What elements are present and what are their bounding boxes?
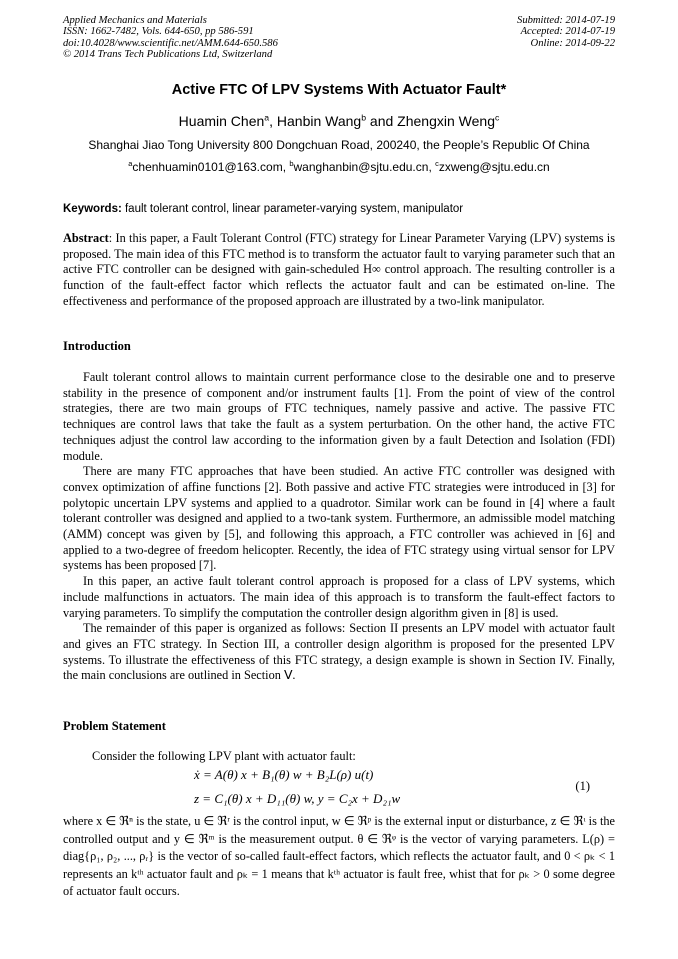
journal-issn: ISSN: 1662-7482, Vols. 644-650, pp 586-591 bbox=[63, 26, 254, 38]
paragraph: The remainder of this paper is organized as follows: Section II presents an LPV model with actuator fault and gives an FTC strategy. In Section III, a controller design algorithm is proposed for the presented LPV systems. To illustrate the effectiveness of this FTC strategy, a design example is shown in Section IV. Finally, the main conclusions are outlined in Section Ⅴ. bbox=[63, 621, 615, 683]
author-separator: and bbox=[366, 113, 398, 129]
journal-copyright: © 2014 Trans Tech Publications Ltd, Switzerland bbox=[63, 49, 273, 61]
author-mark: b bbox=[361, 112, 367, 123]
paragraph: In this paper, an active fault tolerant control approach is proposed for a class of LPV systems, which include malfunctions in actuators. The main idea of this approach is to transform the fault-effect factors to varying parameters. To simplify the computation the controller design algorithm given in [8] is used. bbox=[63, 574, 615, 620]
author-email: zxweng@sjtu.edu.cn bbox=[438, 160, 550, 174]
submitted-date: Submitted: 2014-07-19 bbox=[517, 15, 615, 26]
email-mark: c bbox=[435, 159, 439, 168]
author-name: Hanbin Wang bbox=[276, 113, 362, 129]
author-email: chenhuamin0101@163.com, bbox=[132, 160, 290, 174]
author-emails bbox=[0, 160, 678, 174]
section-heading-introduction: Introduction bbox=[63, 339, 131, 353]
author-list bbox=[0, 113, 678, 129]
author-name: Zhengxin Weng bbox=[397, 113, 495, 129]
keywords bbox=[63, 203, 615, 215]
author-mark: a bbox=[264, 112, 270, 123]
author-separator: , bbox=[269, 113, 277, 129]
paragraph: Fault tolerant control allows to maintain current performance close to the desirable one and to preserve stability in the presence of component and/or instrument faults [1]. From the point of view of the control strategies, there are two main groups of FTC techniques, namely passive and active. The passive FTC techniques are control laws that take the fault as a system perturbation. On the other hand, the active FTC techniques adjust the control law according to the information given by a fault Detection and Isolation (FDI) module. bbox=[63, 370, 615, 463]
introduction-body bbox=[63, 370, 615, 684]
abstract-label: Abstract bbox=[63, 231, 109, 245]
author-name: Huamin Chen bbox=[178, 113, 265, 129]
equation-number: (1) bbox=[575, 779, 590, 793]
equation-line: z = C₁(θ) x + D₁₁(θ) w, y = C₂x + D₂₁w bbox=[194, 791, 401, 806]
author-email: wanghanbin@sjtu.edu.cn, bbox=[293, 160, 436, 174]
section-heading-problem-statement: Problem Statement bbox=[63, 719, 166, 733]
paragraph: There are many FTC approaches that have been studied. An active FTC controller was designed with convex optimization of affine functions [2]. Both passive and active FTC strategies were introduced in [3] for polytopic uncertain LPV systems and applied to a quadrotor. Similar work can be found in [4] where a fault tolerant controller was designed and applied to a two-tank system. Furthermore, an admissible model matching (AMM) concept was given by [5], and following this approach, a FTC controller was achieved in [6] and applied to a two-degree of freedom helicopter. Recently, the idea of FTC strategy using virtual sensor for LPV systems has been proposed [7]. bbox=[63, 464, 615, 573]
keywords-text: fault tolerant control, linear parameter-varying system, manipulator bbox=[121, 203, 464, 215]
online-date: Online: 2014-09-22 bbox=[530, 37, 615, 49]
problem-lead: Consider the following LPV plant with actuator fault: bbox=[92, 749, 356, 763]
keywords-label: Keywords: bbox=[63, 203, 122, 215]
abstract bbox=[63, 231, 615, 310]
affiliation: Shanghai Jiao Tong University 800 Dongchuan Road, 200240, the People’s Republic Of China bbox=[88, 138, 590, 152]
email-mark: a bbox=[128, 159, 133, 168]
problem-body: where x ∈ ℜⁿ is the state, u ∈ ℜʳ is the control input, w ∈ ℜᵖ is the external input or disturbance, z ∈ ℜᶥ is the controlled output and y ∈ ℜᵐ is the measurement output. θ ∈ ℜᵠ is the vector of varying parameters. L(ρ) = diag{ρ₁, ρ₂, ..., ρᵣ} is the vector of so-called fault-effect factors, which reflects the actuator fault, and 0 < ρₖ < 1 represents an kᵗʰ actuator fault and ρₖ = 1 means that kᵗʰ actuator is fault free, whist that for ρₖ > 0 some degree of actuator fault occurs. bbox=[63, 814, 615, 898]
email-mark: b bbox=[289, 159, 294, 168]
author-mark: c bbox=[494, 112, 500, 123]
accepted-date: Accepted: 2014-07-19 bbox=[520, 26, 615, 38]
paper-title: Active FTC Of LPV Systems With Actuator Fault* bbox=[171, 82, 507, 98]
journal-doi: doi:10.4028/www.scientific.net/AMM.644-650.586 bbox=[63, 37, 278, 49]
journal-name: Applied Mechanics and Materials bbox=[63, 15, 207, 26]
journal-header bbox=[63, 15, 278, 61]
dates-header bbox=[517, 15, 615, 49]
equation-line: ẋ = A(θ) x + B₁(θ) w + B₂L(ρ) u(t) bbox=[194, 767, 374, 782]
abstract-text: : In this paper, a Fault Tolerant Control (FTC) strategy for Linear Parameter Varying (LPV) systems is proposed. The main idea of this FTC method is to transform the actuator fault to varying parameter such that an active FTC controller can be designed with gain-scheduled H∞ control approach. The resulting controller is a function of the fault-effect factor which reflects the actuator fault and can be estimated on-line. The effectiveness and performance of the proposed approach are illustrated by a two-link manipulator. bbox=[63, 231, 615, 308]
